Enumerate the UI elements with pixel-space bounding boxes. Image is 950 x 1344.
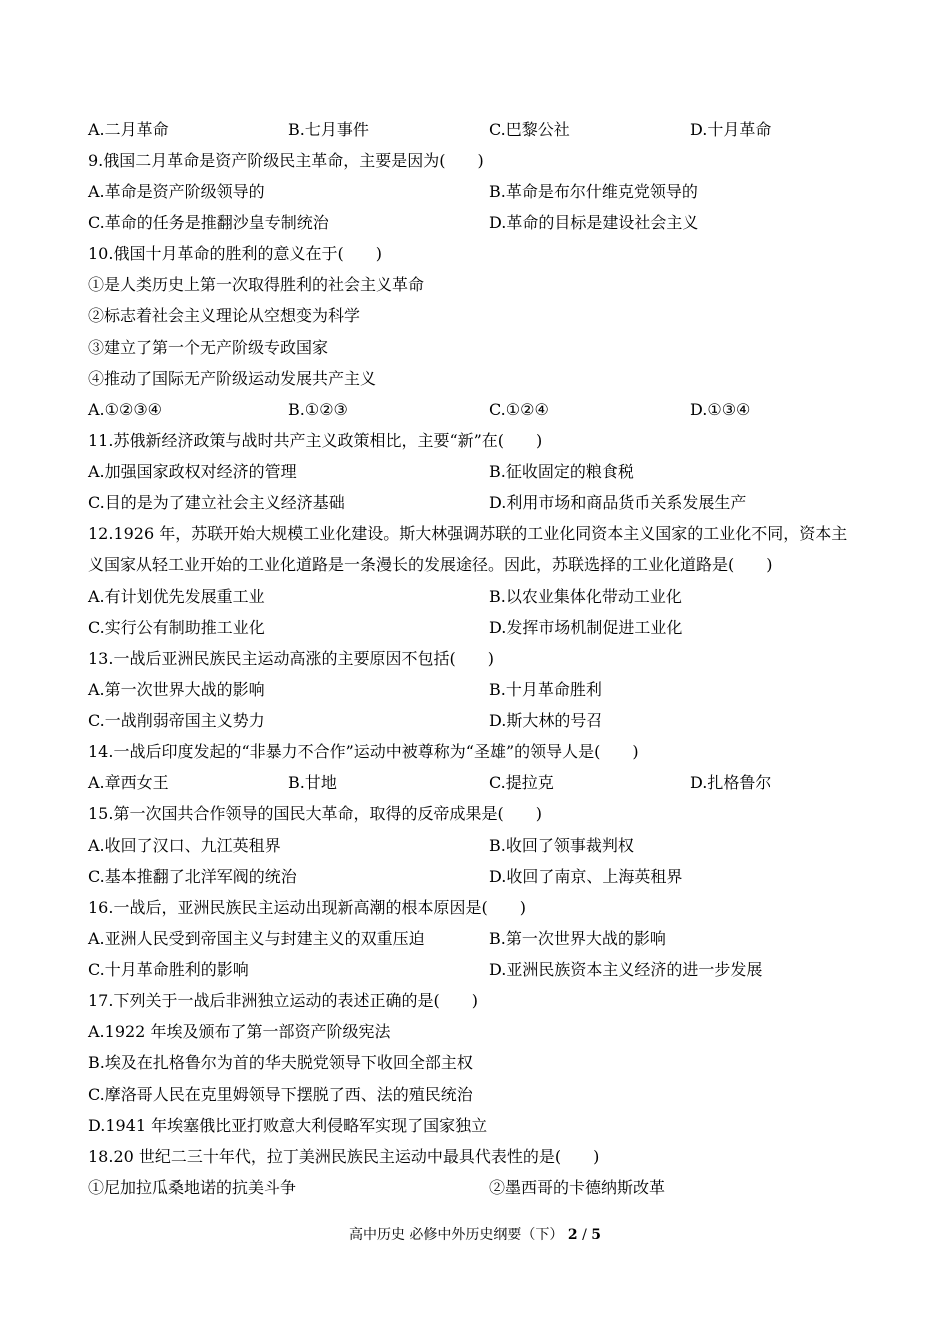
q14-option-a: A.章西女王 — [88, 773, 169, 792]
q12-option-d: D.发挥市场机制促进工业化 — [489, 618, 683, 637]
q17-option-b: B.埃及在扎格鲁尔为首的华夫脱党领导下收回全部主权 — [88, 1053, 473, 1072]
page-footer — [0, 1226, 950, 1244]
q18-stem: 18.20 世纪二三十年代，拉丁美洲民族民主运动中最具代表性的是( ) — [88, 1147, 600, 1166]
q10-option-b: B.①②③ — [288, 400, 348, 419]
q16-stem: 16.一战后，亚洲民族民主运动出现新高潮的根本原因是( ) — [88, 898, 526, 917]
q14-option-b: B.甘地 — [288, 773, 337, 792]
footer-course: 高中历史 必修中外历史纲要（下） — [348, 1227, 564, 1243]
q11-stem: 11.苏俄新经济政策与战时共产主义政策相比，主要“新”在( ) — [88, 431, 543, 450]
q17-stem: 17.下列关于一战后非洲独立运动的表述正确的是( ) — [88, 991, 478, 1010]
q15-option-c: C.基本推翻了北洋军阀的统治 — [88, 867, 297, 886]
q9-stem: 9.俄国二月革命是资产阶级民主革命，主要是因为( ) — [88, 151, 484, 170]
q16-option-a: A.亚洲人民受到帝国主义与封建主义的双重压迫 — [88, 929, 425, 948]
q13-option-a: A.第一次世界大战的影响 — [88, 680, 265, 699]
q11-option-b: B.征收固定的粮食税 — [489, 462, 634, 481]
q10-stem: 10.俄国十月革命的胜利的意义在于( ) — [88, 244, 382, 263]
q9-option-c: C.革命的任务是推翻沙皇专制统治 — [88, 213, 329, 232]
q10-option-a: A.①②③④ — [88, 400, 163, 419]
q14-option-c: C.提拉克 — [489, 773, 554, 792]
q13-option-c: C.一战削弱帝国主义势力 — [88, 711, 265, 730]
q10-option-c: C.①②④ — [489, 400, 549, 419]
q12-option-a: A.有计划优先发展重工业 — [88, 587, 265, 606]
q15-option-a: A.收回了汉口、九江英租界 — [88, 836, 281, 855]
q15-option-d: D.收回了南京、上海英租界 — [489, 867, 683, 886]
footer-separator: / — [582, 1227, 587, 1243]
footer-page-number: 2 — [567, 1227, 578, 1243]
q10-item-2: ②标志着社会主义理论从空想变为科学 — [88, 306, 361, 325]
q11-option-c: C.目的是为了建立社会主义经济基础 — [88, 493, 345, 512]
q15-stem: 15.第一次国共合作领导的国民大革命，取得的反帝成果是( ) — [88, 804, 542, 823]
q9-option-a: A.革命是资产阶级领导的 — [88, 182, 265, 201]
q11-option-a: A.加强国家政权对经济的管理 — [88, 462, 297, 481]
q17-option-a: A.1922 年埃及颁布了第一部资产阶级宪法 — [88, 1022, 391, 1041]
q8-option-d: D.十月革命 — [690, 120, 772, 139]
footer-total-pages: 5 — [591, 1227, 602, 1243]
q12-option-c: C.实行公有制助推工业化 — [88, 618, 265, 637]
q17-option-d: D.1941 年埃塞俄比亚打败意大利侵略军实现了国家独立 — [88, 1116, 488, 1135]
q10-option-d: D.①③④ — [690, 400, 751, 419]
q10-item-3: ③建立了第一个无产阶级专政国家 — [88, 338, 329, 357]
q8-option-c: C.巴黎公社 — [489, 120, 570, 139]
q9-option-b: B.革命是布尔什维克党领导的 — [489, 182, 698, 201]
q8-option-a: A.二月革命 — [88, 120, 169, 139]
q14-stem: 14.一战后印度发起的“非暴力不合作”运动中被尊称为“圣雄”的领导人是( ) — [88, 742, 639, 761]
q9-option-d: D.革命的目标是建设社会主义 — [489, 213, 699, 232]
q17-option-c: C.摩洛哥人民在克里姆领导下摆脱了西、法的殖民统治 — [88, 1085, 473, 1104]
q10-item-1: ①是人类历史上第一次取得胜利的社会主义革命 — [88, 275, 425, 294]
q8-option-b: B.七月事件 — [288, 120, 369, 139]
q13-stem: 13.一战后亚洲民族民主运动高涨的主要原因不包括( ) — [88, 649, 494, 668]
q16-option-d: D.亚洲民族资本主义经济的进一步发展 — [489, 960, 763, 979]
q18-item-2: ②墨西哥的卡德纳斯改革 — [489, 1178, 666, 1197]
q12-stem-line-1: 12.1926 年，苏联开始大规模工业化建设。斯大林强调苏联的工业化同资本主义国家的工业化不同，资本主 — [88, 524, 848, 543]
q11-option-d: D.利用市场和商品货币关系发展生产 — [489, 493, 747, 512]
q13-option-d: D.斯大林的号召 — [489, 711, 603, 730]
q12-option-b: B.以农业集体化带动工业化 — [489, 587, 682, 606]
q12-stem-line-2: 义国家从轻工业开始的工业化道路是一条漫长的发展途径。因此，苏联选择的工业化道路是( ) — [88, 555, 773, 574]
q14-option-d: D.扎格鲁尔 — [690, 773, 772, 792]
q18-item-1: ①尼加拉瓜桑地诺的抗美斗争 — [88, 1178, 297, 1197]
q16-option-b: B.第一次世界大战的影响 — [489, 929, 666, 948]
q15-option-b: B.收回了领事裁判权 — [489, 836, 634, 855]
q13-option-b: B.十月革命胜利 — [489, 680, 602, 699]
q16-option-c: C.十月革命胜利的影响 — [88, 960, 249, 979]
q10-item-4: ④推动了国际无产阶级运动发展共产主义 — [88, 369, 377, 388]
